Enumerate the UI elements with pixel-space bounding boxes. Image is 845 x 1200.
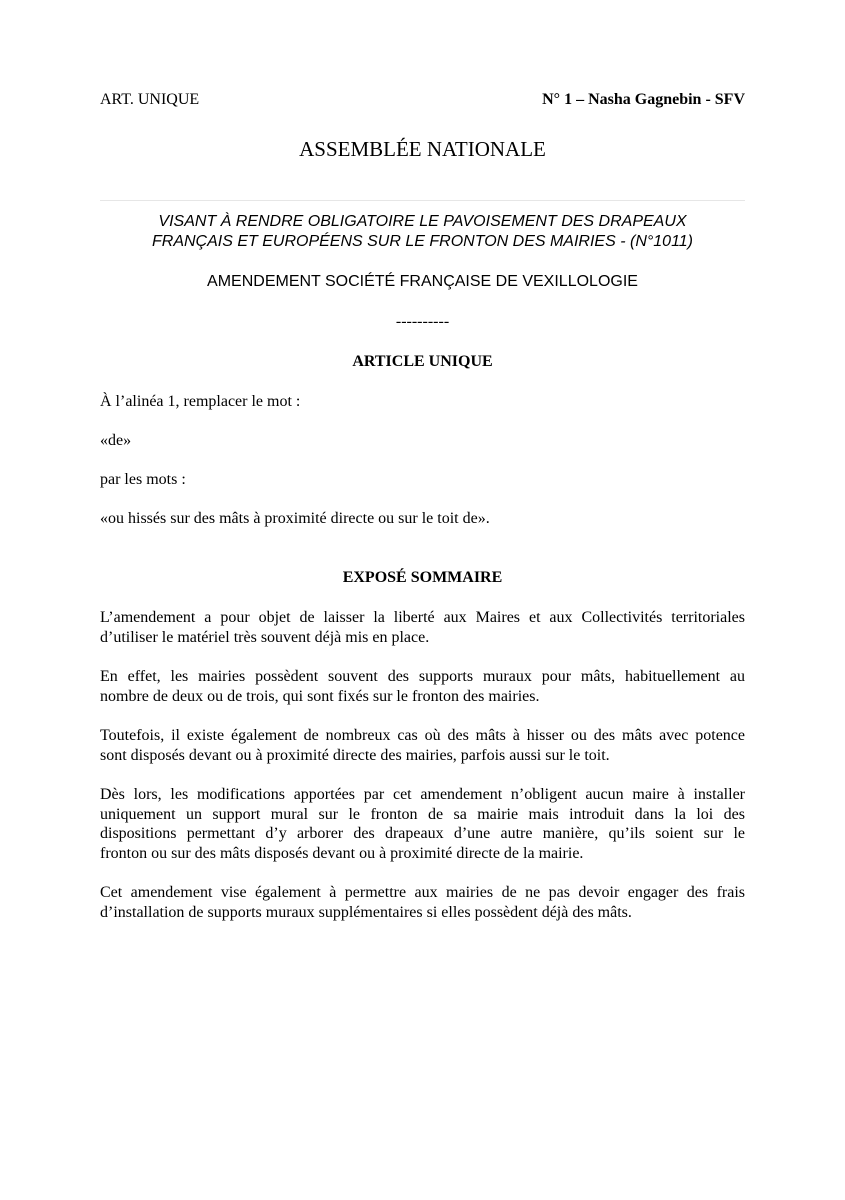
article-line: par les mots : [100,471,186,488]
expose-paragraph [100,608,745,647]
article-heading: ARTICLE UNIQUE [352,353,493,370]
paragraph-line: fronton ou sur des mâts disposés devant ou à proximité directe de la mairie. [100,844,584,862]
paragraph-line: dispositions permettant d’y arborer des drapeaux d’une autre manière, qu’ils soient sur le [100,825,745,842]
paragraph-line: Cet amendement vise également à permettre aux mairies de ne pas devoir engager des frais [100,884,745,901]
amendment-number: N° 1 – Nasha Gagnebin - SFV [542,91,745,108]
expose-paragraph [100,726,745,765]
paragraph-line: nombre de deux ou de trois, qui sont fixés sur le fronton des mairies. [100,687,540,705]
paragraph-line: d’installation de supports muraux supplémentaires si elles possèdent déjà des mâts. [100,903,632,921]
bill-title [100,212,745,252]
paragraph-line: Toutefois, il existe également de nombreux cas où des mâts à hisser ou des mâts avec potence [100,727,745,744]
expose-paragraph [100,667,745,706]
article-line: «ou hissés sur des mâts à proximité directe ou sur le toit de». [100,510,490,527]
bill-title-line: FRANÇAIS ET EUROPÉENS SUR LE FRONTON DES MAIRIES - (N°1011) [151,233,693,250]
separator: ---------- [395,313,450,330]
article-reference: ART. UNIQUE [100,91,200,108]
header-divider [100,200,745,201]
article-line: «de» [100,432,132,449]
paragraph-line: L’amendement a pour objet de laisser la liberté aux Maires et aux Collectivités territoriales [100,609,745,626]
paragraph-line: uniquement un support mural sur le fronton de sa mairie mais introduit dans la loi des [100,805,745,823]
paragraph-line: sont disposés devant ou à proximité directe des mairies, parfois aussi sur le toit. [100,746,610,764]
bill-title-line: VISANT À RENDRE OBLIGATOIRE LE PAVOISEMENT DES DRAPEAUX [158,213,687,230]
paragraph-line: En effet, les mairies possèdent souvent des supports muraux pour mâts, habituellement au [100,668,745,685]
expose-paragraph [100,883,745,922]
expose-heading: EXPOSÉ SOMMAIRE [342,569,503,586]
article-line: À l’alinéa 1, remplacer le mot : [100,393,301,410]
paragraph-line: d’utiliser le matériel très souvent déjà mis en place. [100,628,430,646]
assembly-title: ASSEMBLÉE NATIONALE [299,137,546,161]
amendment-title: AMENDEMENT SOCIÉTÉ FRANÇAISE DE VEXILLOLOGIE [207,273,638,290]
expose-paragraph [100,785,745,863]
paragraph-line: Dès lors, les modifications apportées par cet amendement n’obligent aucun maire à installer [100,786,745,803]
